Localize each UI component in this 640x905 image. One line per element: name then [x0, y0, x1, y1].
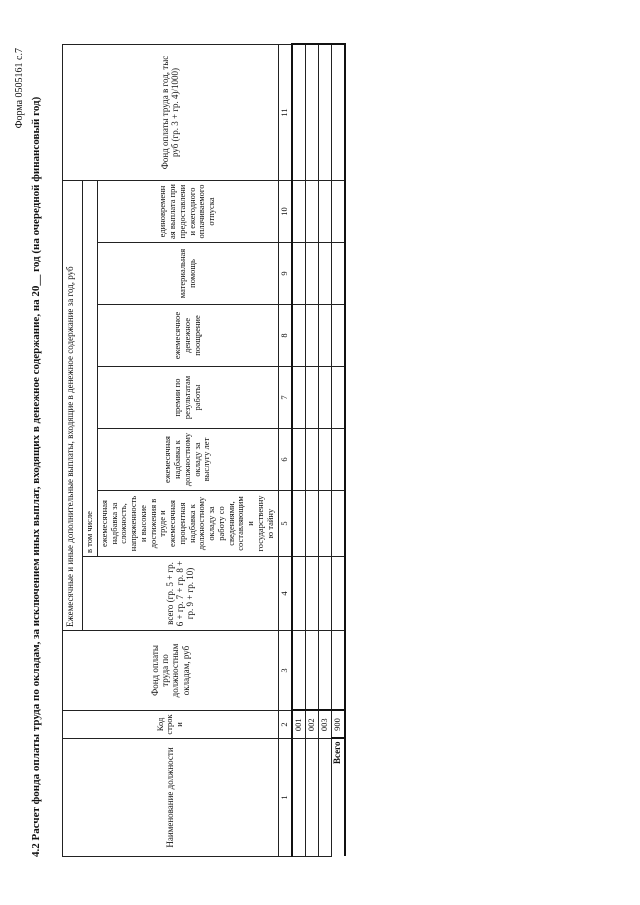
value-cell[interactable]: [292, 305, 306, 367]
value-cell[interactable]: [331, 631, 345, 711]
value-cell[interactable]: [331, 45, 345, 181]
col-header-annual-fund: Фонд оплаты труда в год, тыс руб (гр. 3 + гр. 4)/1000): [63, 45, 279, 181]
column-number: 2: [278, 711, 292, 739]
col-header-total: всего (гр. 5 + гр. 6 + гр. 7 + гр. 8 + гр. 9 + гр. 10): [83, 557, 279, 631]
column-number: 3: [278, 631, 292, 711]
position-cell[interactable]: [292, 739, 306, 857]
salary-fund-table: [62, 44, 346, 858]
value-cell[interactable]: [331, 243, 345, 305]
column-number: 10: [278, 181, 292, 243]
value-cell[interactable]: [292, 181, 306, 243]
value-cell[interactable]: [305, 305, 318, 367]
value-cell[interactable]: [331, 491, 345, 557]
col-header-including: в том числе: [83, 181, 98, 557]
value-cell[interactable]: [331, 305, 345, 367]
column-number: 8: [278, 305, 292, 367]
value-cell[interactable]: [292, 243, 306, 305]
col-header-additional-payments: Ежемесячные и иные дополнительные выплаты, входящие в денежное содержание за год, руб: [63, 181, 83, 631]
value-cell[interactable]: [331, 557, 345, 631]
value-cell[interactable]: [331, 429, 345, 491]
value-cell[interactable]: [305, 491, 318, 557]
value-cell[interactable]: [305, 243, 318, 305]
value-cell[interactable]: [331, 367, 345, 429]
value-cell[interactable]: [318, 429, 331, 491]
col-header-bonuses: премии по результатам работы: [97, 367, 278, 429]
row-code: 003: [318, 711, 331, 739]
col-header-salary-fund: Фонд оплаты труда по должностным окладам, руб: [63, 631, 279, 711]
column-number: 6: [278, 429, 292, 491]
value-cell[interactable]: [318, 491, 331, 557]
value-cell[interactable]: [292, 429, 306, 491]
column-number: 11: [278, 45, 292, 181]
col-header-financial-aid: материальная помощь: [97, 243, 278, 305]
row-code: 002: [305, 711, 318, 739]
value-cell[interactable]: [318, 631, 331, 711]
value-cell[interactable]: [318, 45, 331, 181]
column-number-row: [278, 45, 292, 857]
column-number: 9: [278, 243, 292, 305]
total-row: [331, 45, 345, 857]
value-cell[interactable]: [318, 305, 331, 367]
value-cell[interactable]: [318, 181, 331, 243]
value-cell[interactable]: [292, 631, 306, 711]
col-header-seniority-allowance: ежемесячная надбавка к должностному окладу за выслугу лет: [97, 429, 278, 491]
column-number: 7: [278, 367, 292, 429]
value-cell[interactable]: [305, 557, 318, 631]
value-cell[interactable]: [305, 181, 318, 243]
value-cell[interactable]: [305, 631, 318, 711]
table-heading: 4.2 Расчет фонда оплаты труда по окладам, за исключением иных выплат, входящих в денежное содержание, на 20__ год (на очередной финансовый год): [30, 96, 42, 857]
value-cell[interactable]: [305, 367, 318, 429]
column-number: 5: [278, 491, 292, 557]
row-code: 900: [331, 711, 345, 739]
col-header-position: Наименование должности: [63, 739, 279, 857]
value-cell[interactable]: [292, 367, 306, 429]
total-label: Всего: [331, 739, 345, 857]
value-cell[interactable]: [305, 45, 318, 181]
position-cell[interactable]: [318, 739, 331, 857]
value-cell[interactable]: [318, 243, 331, 305]
col-header-code: Код строки: [63, 711, 279, 739]
col-header-complexity-allowance: ежемесячная надбавка за сложность, напряженность и высокие достижения в труде и ежемесячная процентная надбавка к должностному окладу за работу со сведениями, составляющими государственную тайну: [97, 491, 278, 557]
form-code: Форма 0505161 с.7: [14, 48, 25, 129]
row-code: 001: [292, 711, 306, 739]
position-cell[interactable]: [305, 739, 318, 857]
value-cell[interactable]: [318, 367, 331, 429]
value-cell[interactable]: [318, 557, 331, 631]
col-header-vacation-payment: единовременная выплата при предоставлении ежегодного оплачиваемого отпуска: [97, 181, 278, 243]
value-cell[interactable]: [292, 557, 306, 631]
table-row: [305, 45, 318, 857]
value-cell[interactable]: [331, 181, 345, 243]
column-number: 1: [278, 739, 292, 857]
value-cell[interactable]: [292, 45, 306, 181]
table-row: [292, 45, 306, 857]
table-row: [318, 45, 331, 857]
value-cell[interactable]: [305, 429, 318, 491]
value-cell[interactable]: [292, 491, 306, 557]
col-header-monthly-incentive: ежемесячное денежное поощрение: [97, 305, 278, 367]
column-number: 4: [278, 557, 292, 631]
